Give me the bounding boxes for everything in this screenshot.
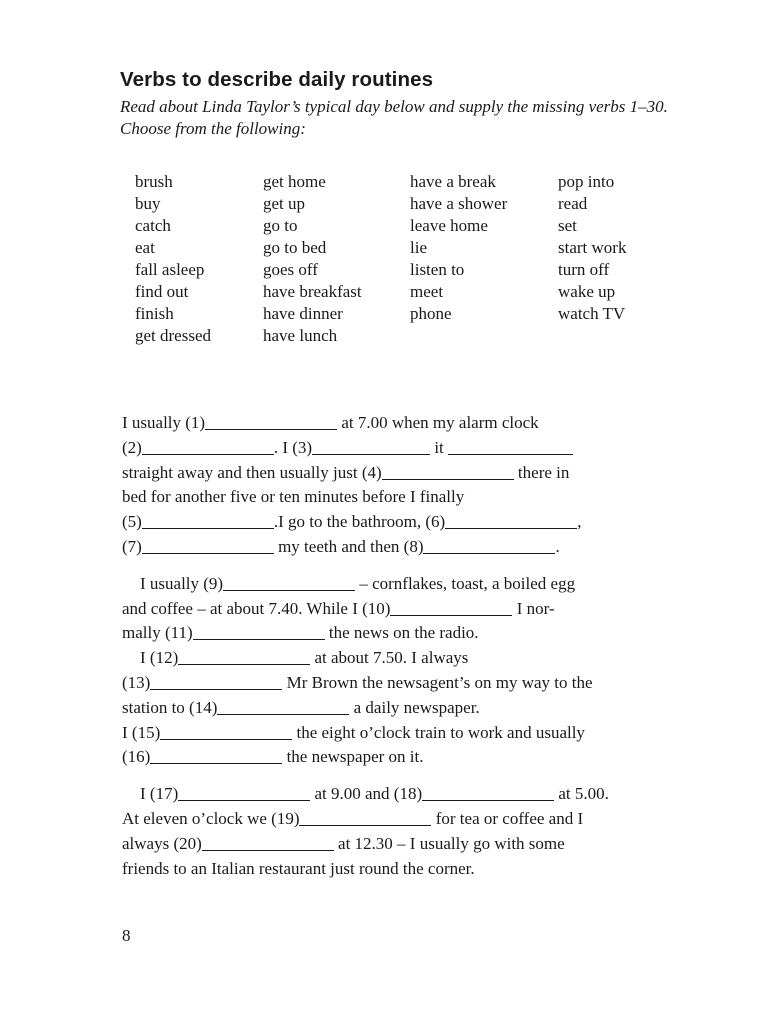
- word-bank-item: get dressed: [135, 326, 212, 345]
- page-heading: Verbs to describe daily routines: [120, 68, 434, 91]
- answer-blank-18[interactable]: [422, 800, 554, 801]
- answer-blank-10[interactable]: [390, 615, 512, 616]
- word-bank-item: find out: [135, 282, 189, 301]
- passage-line: bed for another five or ten minutes before I finally: [122, 487, 465, 507]
- answer-blank-20[interactable]: [202, 850, 334, 851]
- word-bank-item: have breakfast: [263, 282, 362, 301]
- passage-line: I usually (1) at 7.00 when my alarm clock: [122, 413, 539, 432]
- word-bank-item: start work: [558, 238, 627, 257]
- word-bank-item: listen to: [410, 260, 465, 279]
- answer-blank-3[interactable]: [312, 454, 430, 455]
- answer-blank-3-cont[interactable]: [448, 454, 573, 455]
- passage-line: friends to an Italian restaurant just round the corner.: [122, 858, 475, 878]
- word-bank-item: get home: [263, 172, 326, 191]
- word-bank-item: have lunch: [263, 326, 338, 345]
- passage-line: (2) . I (3) it: [122, 436, 670, 461]
- word-bank-item: finish: [135, 304, 174, 323]
- answer-blank-9[interactable]: [223, 590, 355, 591]
- passage-line: and coffee – at about 7.40. While I (10) I nor-: [122, 598, 555, 618]
- passage-line: (7) my teeth and then (8) .: [122, 536, 560, 556]
- answer-blank-2[interactable]: [142, 454, 274, 455]
- word-bank-item: go to bed: [263, 238, 327, 257]
- passage-line: I usually (9) – cornflakes, toast, a boiled egg: [140, 573, 576, 593]
- word-bank-column: [135, 171, 263, 347]
- passage-line: straight away and then usually just (4) there in: [122, 462, 570, 482]
- answer-blank-14[interactable]: [217, 714, 349, 715]
- word-bank-item: eat: [135, 238, 155, 257]
- answer-blank-8[interactable]: [423, 553, 555, 554]
- answer-blank-7[interactable]: [142, 553, 274, 554]
- answer-blank-13[interactable]: [150, 689, 282, 690]
- answer-blank-12[interactable]: [178, 664, 310, 665]
- answer-blank-19[interactable]: [299, 825, 431, 826]
- passage-line: At eleven o’clock we (19) for tea or coffee and I: [122, 808, 584, 828]
- word-bank-item: turn off: [558, 260, 610, 279]
- word-bank-item: lie: [410, 238, 427, 257]
- gap-fill-passage: [122, 411, 670, 881]
- passage-line: (13) Mr Brown the newsagent’s on my way to the: [122, 672, 593, 692]
- passage-line: always (20) at 12.30 – I usually go with some: [122, 833, 565, 853]
- word-bank-item: leave home: [410, 216, 488, 235]
- passage-line: station to (14) a daily newspaper.: [122, 697, 480, 717]
- word-bank-item: set: [558, 216, 577, 235]
- word-bank-item: have dinner: [263, 304, 343, 323]
- answer-blank-4[interactable]: [382, 479, 514, 480]
- passage-line: I (12) at about 7.50. I always: [140, 648, 469, 668]
- word-bank-item: buy: [135, 194, 161, 213]
- answer-blank-6[interactable]: [445, 528, 577, 529]
- page-number: 8: [122, 926, 131, 945]
- word-bank-item: pop into: [558, 172, 615, 191]
- word-bank-item: read: [558, 194, 588, 213]
- word-bank-item: phone: [410, 304, 452, 323]
- passage-line: (16) the newspaper on it.: [122, 747, 424, 767]
- word-bank-item: meet: [410, 282, 444, 301]
- answer-blank-16[interactable]: [150, 763, 282, 764]
- passage-line: (5) .I go to the bathroom, (6) ,: [122, 512, 582, 532]
- word-bank-item: wake up: [558, 282, 616, 301]
- word-bank-item: go to: [263, 216, 298, 235]
- word-bank-item: goes off: [263, 260, 318, 279]
- word-bank-item: get up: [263, 194, 306, 213]
- answer-blank-15[interactable]: [160, 739, 292, 740]
- word-bank-item: watch TV: [558, 304, 626, 323]
- passage-line: I (15) the eight o’clock train to work and usually: [122, 722, 585, 742]
- word-bank-column: [558, 171, 678, 347]
- answer-blank-1[interactable]: [205, 429, 337, 430]
- word-bank-column: [263, 171, 410, 347]
- passage-line: I (17) at 9.00 and (18) at 5.00.: [140, 784, 609, 804]
- word-bank-column: [410, 171, 558, 347]
- word-bank-item: have a shower: [410, 194, 508, 213]
- passage-line: mally (11) the news on the radio.: [122, 623, 479, 643]
- word-bank-item: catch: [135, 216, 171, 235]
- exercise-instructions: Read about Linda Taylor’s typical day below and supply the missing verbs 1–30. Choose from the following:: [120, 97, 668, 138]
- answer-blank-17[interactable]: [178, 800, 310, 801]
- answer-blank-5[interactable]: [142, 528, 274, 529]
- word-bank: [135, 171, 678, 347]
- word-bank-item: fall asleep: [135, 260, 205, 279]
- word-bank-item: have a break: [410, 172, 496, 191]
- answer-blank-11[interactable]: [193, 639, 325, 640]
- word-bank-item: brush: [135, 172, 173, 191]
